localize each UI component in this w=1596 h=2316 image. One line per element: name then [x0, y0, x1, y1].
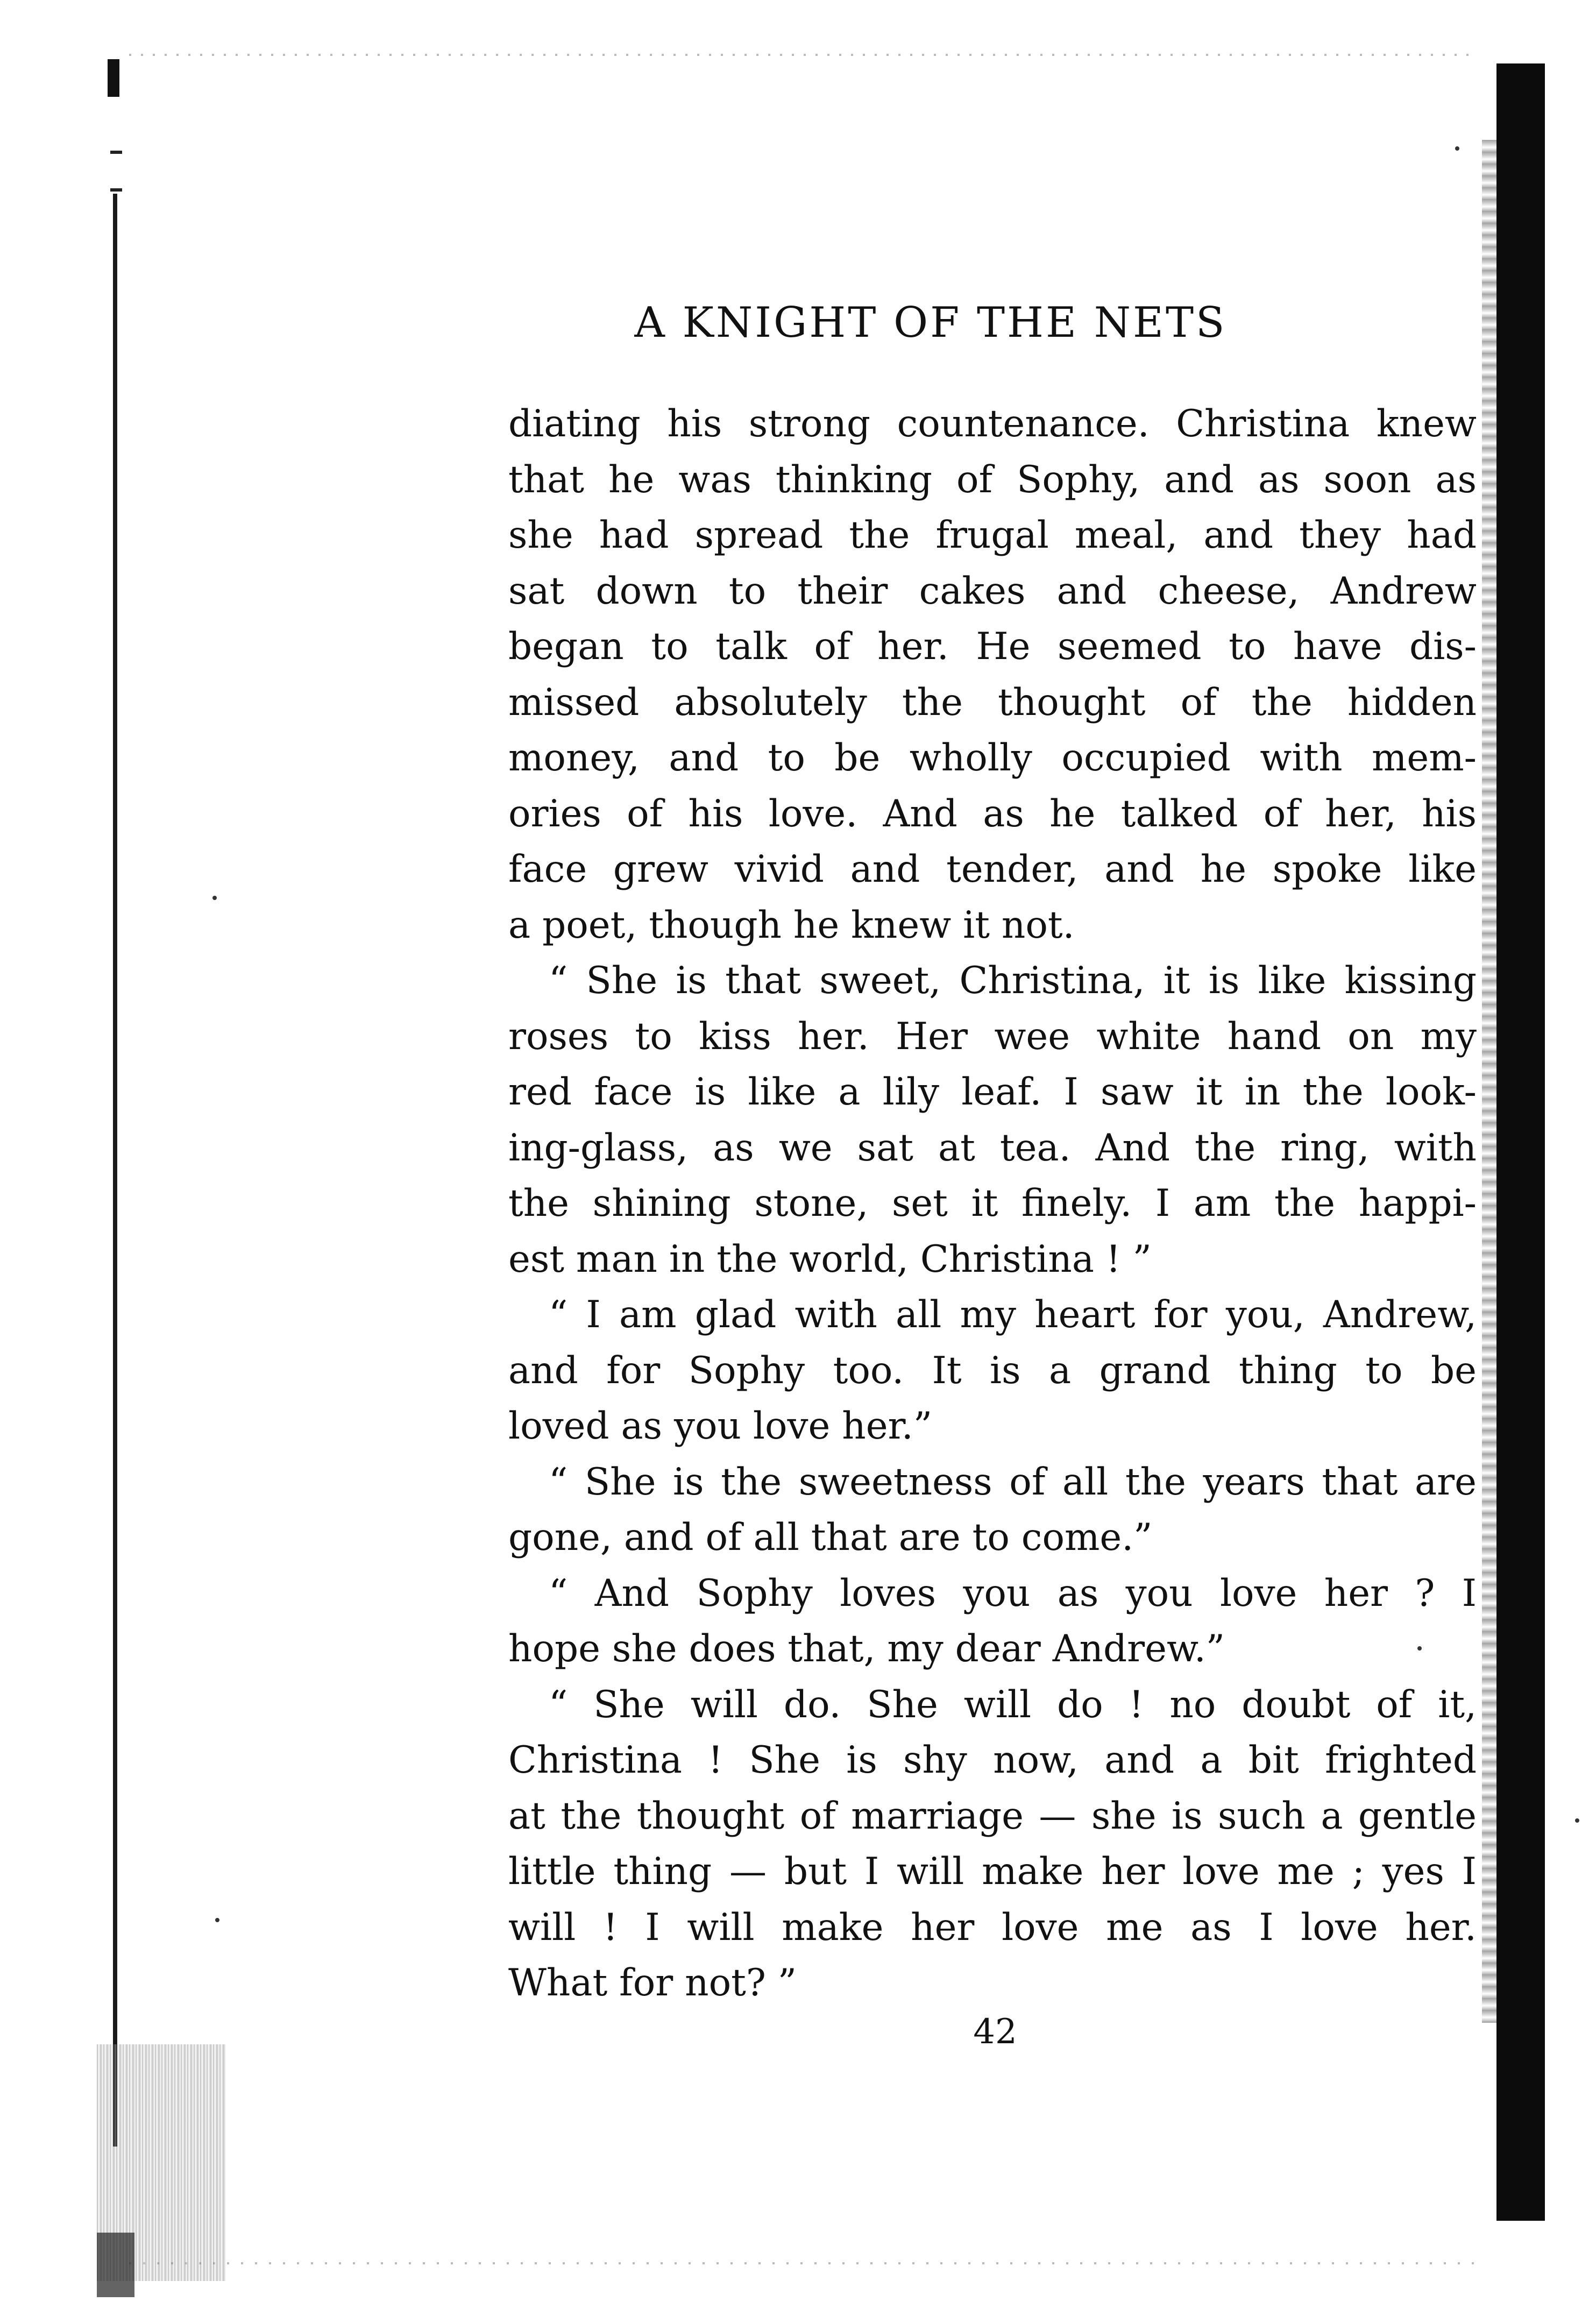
text-line: face grew vivid and tender, and he spoke like [508, 848, 1477, 891]
body-text [508, 396, 1477, 2012]
text-line: sat down to their cakes and cheese, Andrew [508, 569, 1477, 613]
scan-right-black-edge [1496, 63, 1545, 2221]
text-line: What for not? ” [508, 1961, 797, 2005]
text-line: and for Sophy too. It is a grand thing to be [508, 1349, 1477, 1392]
text-line: she had spread the frugal meal, and they had [508, 514, 1477, 557]
text-line: gone, and of all that are to come.” [508, 1516, 1153, 1559]
text-line: will ! I will make her love me as I love her. [508, 1906, 1477, 1949]
text-line: hope she does that, my dear Andrew.” [508, 1627, 1225, 1670]
text-line: money, and to be wholly occupied with mem- [508, 736, 1477, 780]
text-line: the shining stone, set it finely. I am the happi- [508, 1182, 1477, 1225]
scan-left-top-mark [108, 59, 119, 97]
text-line: “ She is that sweet, Christina, it is like kissing [549, 959, 1477, 1002]
scan-speck [1455, 146, 1459, 151]
scan-bottom-dotted-edge [129, 2262, 1474, 2264]
text-line: roses to kiss her. Her wee white hand on my [508, 1015, 1477, 1058]
text-line: est man in the world, Christina ! ” [508, 1237, 1152, 1281]
text-line: at the thought of marriage — she is such a gentle [508, 1794, 1477, 1838]
page-number: 42 [973, 2012, 1017, 2052]
text-line: “ I am glad with all my heart for you, Andrew, [549, 1293, 1477, 1336]
scan-speck [212, 896, 217, 900]
text-line: “ She will do. She will do ! no doubt of it, [549, 1683, 1477, 1726]
text-line: ing-glass, as we sat at tea. And the ring, with [508, 1126, 1477, 1170]
scan-left-tick [110, 151, 122, 154]
scan-top-dotted-edge [129, 54, 1474, 56]
text-line: that he was thinking of Sophy, and as soon as [508, 458, 1477, 501]
scan-left-bottom-block [97, 2233, 134, 2297]
text-line: missed absolutely the thought of the hidden [508, 681, 1477, 724]
scan-left-gutter-line [113, 194, 117, 2147]
text-line: a poet, though he knew it not. [508, 903, 1075, 947]
scan-speck [215, 1918, 219, 1922]
text-line: loved as you love her.” [508, 1405, 933, 1448]
text-line: little thing — but I will make her love me ; yes I [508, 1850, 1477, 1893]
text-line: “ And Sophy loves you as you love her ? I [549, 1571, 1477, 1615]
text-line: ories of his love. And as he talked of her, his [508, 792, 1477, 835]
scan-speck [1575, 1818, 1579, 1823]
text-line: red face is like a lily leaf. I saw it in the look- [508, 1071, 1477, 1114]
running-head: A KNIGHT OF THE NETS [634, 299, 1227, 347]
scan-left-tick [110, 188, 122, 192]
text-line: diating his strong countenance. Christina knew [508, 402, 1477, 445]
scan-right-edge-shading [1482, 140, 1498, 2023]
text-line: “ She is the sweetness of all the years that are [549, 1460, 1477, 1504]
text-line: Christina ! She is shy now, and a bit frighted [508, 1739, 1477, 1782]
text-line: began to talk of her. He seemed to have dis- [508, 625, 1477, 668]
